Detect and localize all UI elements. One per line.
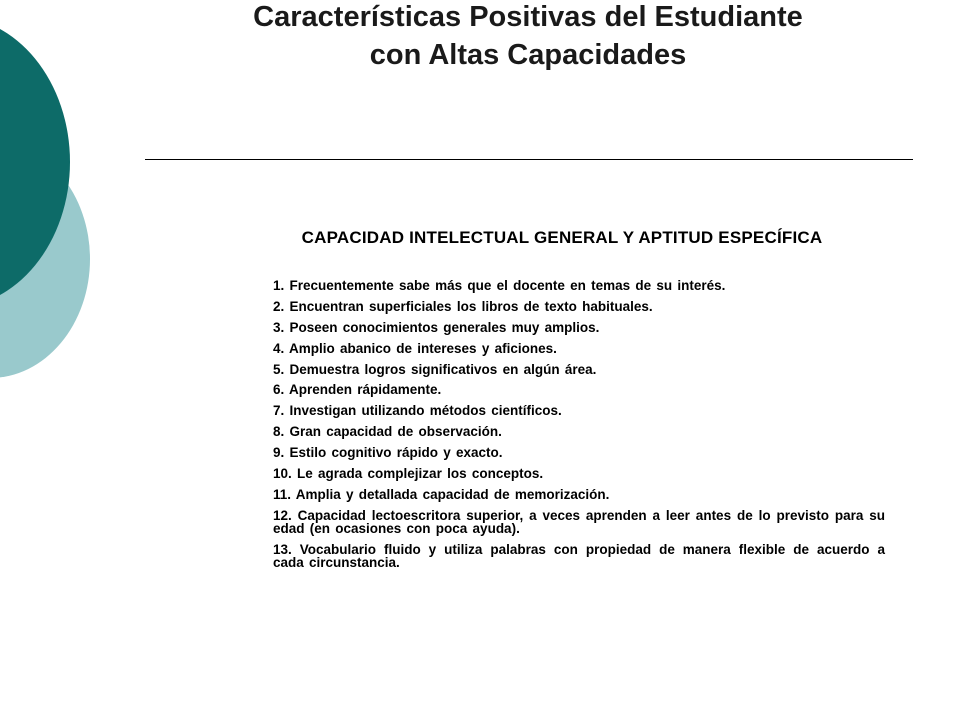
list-item: 1. Frecuentemente sabe más que el docente en temas de su interés. [273,278,726,293]
slide-title-line-1: Características Positivas del Estudiante [253,1,803,33]
list-item: 10. Le agrada complejizar los conceptos. [273,466,544,482]
list-item: 2. Encuentran superficiales los libros de texto habituales. [273,298,653,314]
slide-title [150,0,906,74]
slide-title-line-2: con Altas Capacidades [369,39,687,71]
list-item: 5. Demuestra logros significativos en algún área. [273,361,597,377]
list-item: 11. Amplia y detallada capacidad de memorización. [273,486,610,502]
characteristics-list [273,279,885,577]
list-item: 7. Investigan utilizando métodos científicos. [273,403,562,419]
list-item: 6. Aprenden rápidamente. [273,382,442,398]
section-heading: CAPACIDAD INTELECTUAL GENERAL Y APTITUD ESPECÍFICA [301,228,823,247]
title-divider [145,159,913,160]
list-item: 13. Vocabulario fluido y utiliza palabras con propiedad de manera flexible de acuerdo a cada circunstancia. [273,541,885,570]
list-item: 3. Poseen conocimientos generales muy amplios. [273,319,600,335]
list-item: 8. Gran capacidad de observación. [273,424,502,440]
list-item: 12. Capacidad lectoescritora superior, a veces aprenden a leer antes de lo previsto para su edad (en ocasiones con poca ayuda). [273,507,885,536]
list-item: 9. Estilo cognitivo rápido y exacto. [273,445,503,461]
list-item: 4. Amplio abanico de intereses y aficiones. [273,340,557,356]
